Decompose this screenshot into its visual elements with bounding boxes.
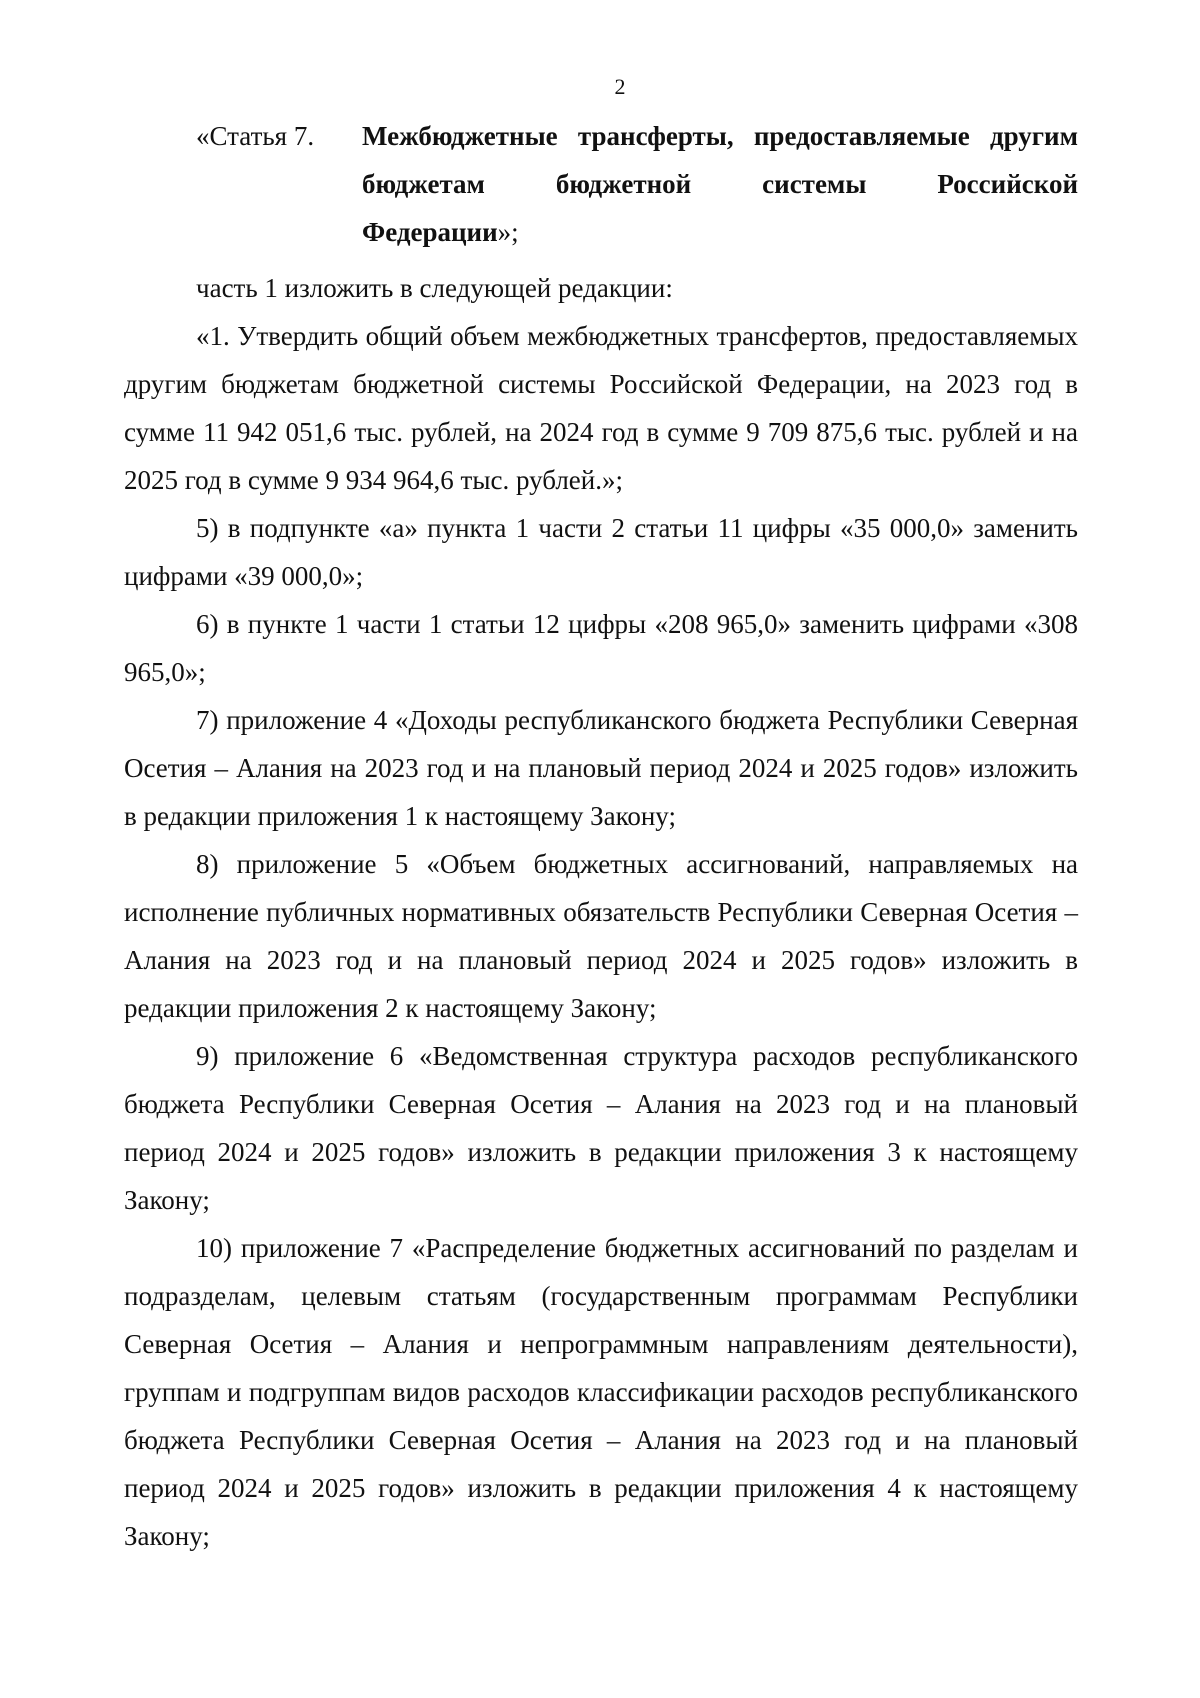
- page-number: 2: [614, 74, 626, 99]
- article-title-line-last: [362, 208, 1078, 256]
- paragraph: 6) в пункте 1 части 1 статьи 12 цифры «208 965,0» заменить цифрами «308 965,0»;: [124, 609, 1078, 687]
- article-title-line: Межбюджетные трансферты, предоставляемые другим: [362, 121, 1078, 151]
- paragraph: 10) приложение 7 «Распределение бюджетных ассигнований по разделам и подразделам, целевым статьям (государственным программам Республики Северная Осетия – Алания и непрограммным направлениям деятельности), группам и подгруппам видов расходов классификации расходов республиканского бюджета Республики Северная Осетия – Алания на 2023 год и на плановый период 2024 и 2025 годов» изложить в редакции приложения 4 к настоящему Закону;: [124, 1233, 1078, 1551]
- article-title-line: бюджетам бюджетной системы Российской: [362, 169, 1078, 199]
- document-body: [124, 264, 1078, 1560]
- article-label: «Статья 7.: [196, 121, 315, 151]
- article-title-line: Федерации: [362, 217, 498, 247]
- paragraph: 7) приложение 4 «Доходы республиканского бюджета Республики Северная Осетия – Алания на 2023 год и на плановый период 2024 и 2025 годов» изложить в редакции приложения 1 к настоящему Закону;: [124, 705, 1078, 831]
- paragraph: часть 1 изложить в следующей редакции:: [196, 273, 673, 303]
- paragraph: «1. Утвердить общий объем межбюджетных трансфертов, предоставляемых другим бюджетам бюджетной системы Российской Федерации, на 2023 год в сумме 11 942 051,6 тыс. рублей, на 2024 год в сумме 9 709 875,6 тыс. рублей и на 2025 год в сумме 9 934 964,6 тыс. рублей.»;: [124, 321, 1078, 495]
- paragraph: 5) в подпункте «а» пункта 1 части 2 статьи 11 цифры «35 000,0» заменить цифрами «39 000,0»;: [124, 513, 1078, 591]
- paragraph: 9) приложение 6 «Ведомственная структура расходов республиканского бюджета Республики Северная Осетия – Алания на 2023 год и на плановый период 2024 и 2025 годов» изложить в редакции приложения 3 к настоящему Закону;: [124, 1041, 1078, 1215]
- article-title-suffix: »;: [497, 217, 519, 247]
- article-title: [362, 112, 1078, 256]
- paragraph: 8) приложение 5 «Объем бюджетных ассигнований, направляемых на исполнение публичных нормативных обязательств Республики Северная Осетия – Алания на 2023 год и на плановый период 2024 и 2025 годов» изложить в редакции приложения 2 к настоящему Закону;: [124, 849, 1078, 1023]
